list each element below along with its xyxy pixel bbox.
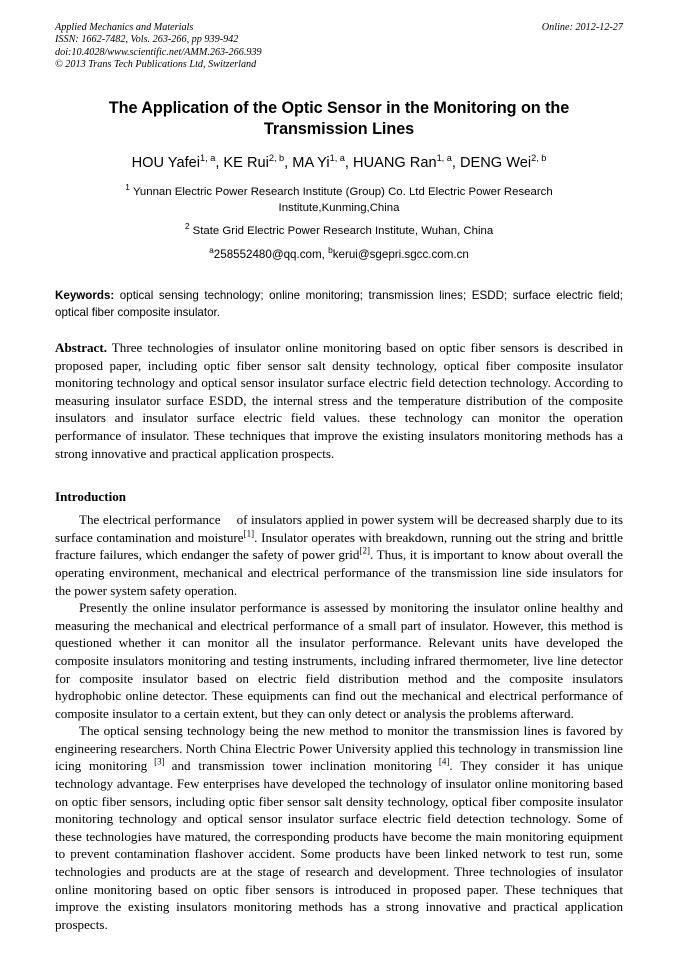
affiliation-text: State Grid Electric Power Research Institute, Wuhan, China: [192, 225, 494, 237]
author-name: MA Yi: [292, 155, 330, 171]
intro-p3-part-b: and transmission tower inclination monitoring: [171, 758, 432, 774]
citation-ref-4: [4]: [438, 757, 450, 768]
author-list: HOU Yafei$^{1, a}$, KE Rui$^{2, b}$, MA Yi$^{1, a}$, HUANG Ran$^{1, a}$, DENG Wei$^{2, b}$: [131, 153, 547, 171]
keywords-paragraph: [55, 288, 623, 321]
introduction-paragraph-2: Presently the online insulator performance is assessed by monitoring the insulator online healthy and measuring the mechanical and electrical performance of a small part of insulator. However, this method is questioned whether it can monitor all the insulator performance. Relevant units have developed the composite insulators monitoring and testing instruments, including infrared thermometer, live line detector for composite insulator based on electric field distribution method and the composite insulators hydrophobic online detector. These equipments can find out the mechanical and electrical performance of composite insulator to a certain extent, but they can only detect or analysis the problems afterward.: [55, 600, 623, 721]
author-name: HOU Yafei: [131, 155, 200, 171]
email-address-b: kerui@sgepri.sgcc.com.cn: [332, 248, 469, 261]
affiliation-item: [104, 223, 574, 239]
citation-ref-3: [3]: [154, 757, 165, 768]
intro-p1-part-c: . Insulator operates with breakdown, running out the string and brittle fracture failures, which endanger the safety of power grid: [55, 529, 623, 563]
abstract-section: [55, 339, 623, 462]
affiliation-marker: 2: [184, 221, 190, 232]
keywords-label: Keywords:: [55, 289, 115, 302]
journal-issn-volume: ISSN: 1662-7482, Vols. 263-266, pp 939-942: [55, 34, 239, 46]
affiliation-item: [83, 184, 595, 216]
introduction-paragraph-3: [55, 722, 623, 933]
intro-p1-part-d: . Thus, it is important to know about overall the operating environment, mechanical and electrical performance of the transmission line side insulators for the power system safety operation.: [55, 547, 623, 598]
paper-title-line-1: The Application of the Optic Sensor in the Monitoring on the: [108, 99, 570, 117]
introduction-section: [55, 488, 623, 933]
author-emails: [55, 247, 623, 262]
author-affiliation-marker: 1, a: [329, 153, 345, 164]
intro-p1-part-b: of insulators applied in power system will be decreased sharply due to its surface contamination and moisture: [55, 512, 623, 545]
author-name: KE Rui: [223, 155, 269, 171]
email-marker-a: a: [209, 245, 214, 256]
author-affiliation-marker: 1, a: [199, 153, 216, 164]
intro-p3-part-a: The optical sensing technology being the new method to monitor the transmission lines is favored by engineering researchers. North China Electric Power University applied this technology in transmission line icing monitoring: [55, 723, 623, 774]
affiliation-list: [55, 184, 623, 239]
citation-ref-2: [2]: [359, 545, 370, 556]
affiliation-marker: 1: [125, 182, 130, 193]
author-name: DENG Wei: [460, 155, 532, 171]
author-affiliation-marker: 2, b: [268, 153, 285, 164]
abstract-text: Three technologies of insulator online monitoring based on optic fiber sensors is described in proposed paper, including optic fiber sensor salt density technology, optical fiber composite insulator monitoring technology and optical sensor insulator surface electric field detection technology. According to measuring insulator surface ESDD, the internal stress and the temperature distribution of the composite insulators and insulator surface electric field values. these technology can monitor the operation performance of insulator. These techniques that improve the existing insulators monitoring methods has a strong innovative and practical application prospects.: [55, 340, 623, 461]
affiliation-text: Yunnan Electric Power Research Institute (Group) Co. Ltd Electric Power Research Institute,Kunming,China: [132, 186, 553, 214]
introduction-paragraph-1: [55, 511, 623, 599]
intro-p3-part-c: . They consider it has unique technology advantage. Few enterprises have developed the technology of insulator online monitoring based on optic fiber sensors, including optic fiber sensor salt density technology, optical fiber composite insulator monitoring technology and optical sensor insulator surface electric field detection technology. Some of these technologies have matured, the corresponding products have become the main monitoring equipment to prevent contamination flashover accident. Some products have been linked network to test run, some technologies and products are at the stage of research and development. Three technologies of insulator online monitoring based on optic fiber sensors is introduced in proposed paper. These techniques that improve the existing insulators monitoring methods has a strong innovative and practical application prospects.: [55, 758, 624, 932]
abstract-paragraph: [55, 339, 623, 462]
intro-p1-part-a: The electrical performance: [79, 512, 221, 528]
keywords-text: optical sensing technology; online monitoring; transmission lines; ESDD; surface electric field; optical fiber composite insulator.: [55, 289, 623, 319]
journal-running-header: [55, 22, 623, 78]
author-name: HUANG Ran: [353, 155, 437, 171]
page-title: [87, 98, 592, 140]
keywords-section: [55, 288, 623, 321]
email-marker-b: b: [328, 245, 333, 256]
journal-copyright: © 2013 Trans Tech Publications Ltd, Switzerland: [55, 59, 257, 71]
journal-name: Applied Mechanics and Materials: [55, 22, 194, 33]
title-block: [55, 98, 623, 140]
journal-header-left: [55, 22, 475, 72]
journal-doi: doi:10.4028/www.scientific.net/AMM.263-266.939: [55, 46, 262, 58]
author-affiliation-marker: 2, b: [531, 153, 547, 164]
author-affiliation-marker: 1, a: [436, 153, 452, 164]
citation-ref-1: [1]: [243, 528, 255, 539]
email-address-a: 258552480@qq.com,: [213, 248, 329, 261]
paper-title-line-2: Transmission Lines: [263, 120, 415, 138]
section-heading-introduction: Introduction: [55, 489, 127, 505]
online-publication-date: Online: 2012-12-27: [541, 22, 623, 33]
abstract-label: Abstract.: [55, 340, 107, 355]
